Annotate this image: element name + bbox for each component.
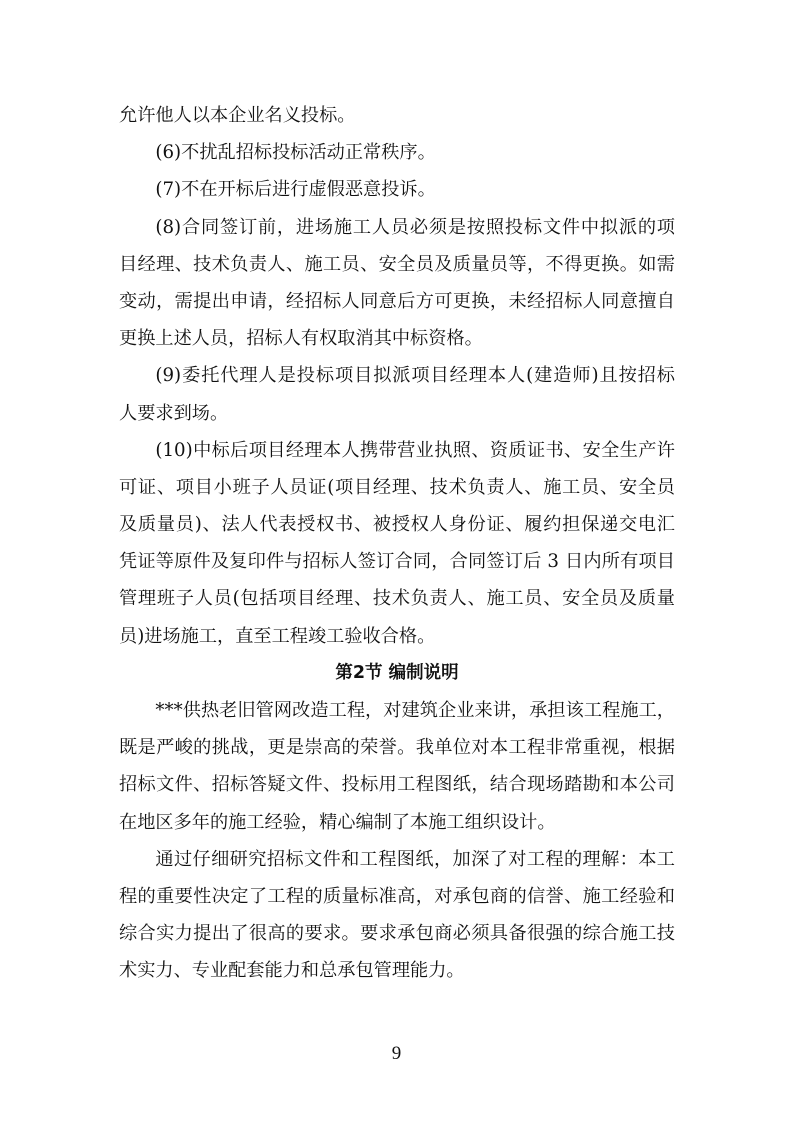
text-line: 综合实力提出了很高的要求。要求承包商必须具备很强的综合施工技 — [119, 923, 675, 945]
text-line: 允许他人以本企业名义投标。 — [119, 105, 356, 126]
text-line: 术实力、专业配套能力和总承包管理能力。 — [119, 960, 465, 982]
text-line: (9)委托代理人是投标项目拟派项目经理本人(建造师)且按招标 — [155, 365, 675, 387]
page-number: 9 — [391, 1043, 402, 1064]
text-line: 既是严峻的挑战，更是崇高的荣誉。我单位对本工程非常重视，根据 — [119, 737, 675, 759]
text-line: (10)中标后项目经理本人携带营业执照、资质证书、安全生产许 — [155, 439, 675, 461]
text-line: 人要求到场。 — [119, 402, 229, 424]
text-line: 管理班子人员(包括项目经理、技术负责人、施工员、安全员及质量 — [119, 588, 675, 610]
section-heading: 第2节 编制说明 — [335, 662, 459, 683]
text-line: 变动，需提出申请，经招标人同意后方可更换，未经招标人同意擅自 — [119, 290, 675, 312]
text-line: 凭证等原件及复印件与招标人签订合同，合同签订后 3 日内所有项目 — [119, 551, 675, 573]
text-line: ***供热老旧管网改造工程，对建筑企业来讲，承担该工程施工， — [155, 700, 675, 721]
text-line: (6)不扰乱招标投标活动正常秩序。 — [155, 142, 436, 164]
text-line: 员)进场施工，直至工程竣工验收合格。 — [119, 625, 436, 647]
text-line: 更换上述人员，招标人有权取消其中标资格。 — [119, 328, 483, 350]
text-line: 目经理、技术负责人、施工员、安全员及质量员等，不得更换。如需 — [119, 253, 675, 275]
text-line: (8)合同签订前，进场施工人员必须是按照投标文件中拟派的项 — [155, 216, 675, 238]
text-line: (7)不在开标后进行虚假恶意投诉。 — [155, 179, 436, 201]
text-line: 在地区多年的施工经验，精心编制了本施工组织设计。 — [119, 811, 556, 833]
text-line: 及质量员)、法人代表授权书、被授权人身份证、履约担保递交电汇 — [119, 514, 675, 536]
document-body — [119, 97, 675, 990]
text-line: 可证、项目小班子人员证(项目经理、技术负责人、施工员、安全员 — [119, 476, 675, 498]
text-line: 程的重要性决定了工程的质量标准高，对承包商的信誉、施工经验和 — [119, 885, 675, 907]
text-line: 招标文件、招标答疑文件、投标用工程图纸，结合现场踏勘和本公司 — [119, 774, 675, 796]
text-line: 通过仔细研究招标文件和工程图纸，加深了对工程的理解：本工 — [155, 848, 675, 870]
